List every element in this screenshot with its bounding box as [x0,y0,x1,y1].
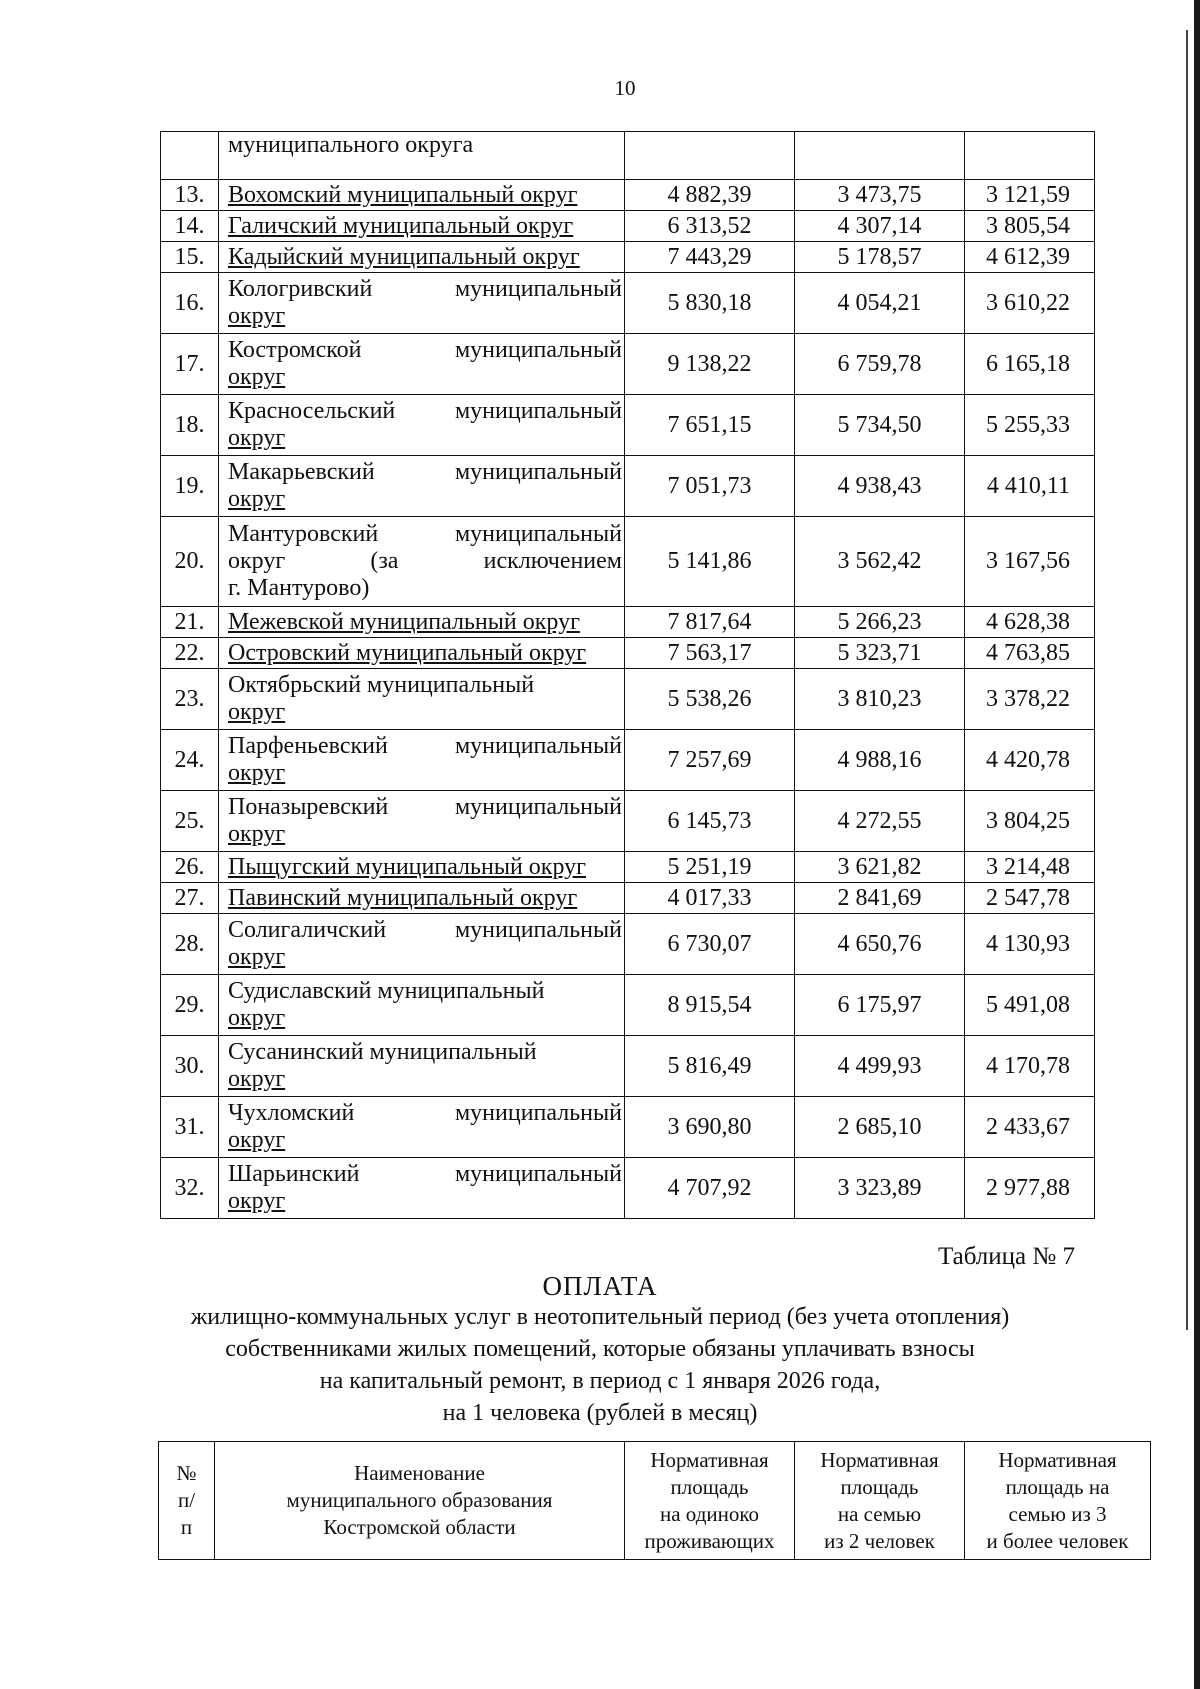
name-line [228,733,624,760]
row-number: 29. [161,975,219,1036]
name-word: (за [370,548,399,574]
value-family-3: 2 977,88 [965,1158,1095,1219]
municipality-name [219,791,625,852]
value-family-3: 4 628,38 [965,607,1095,638]
value-family-2: 4 272,55 [795,791,965,852]
name-word: муниципальный [454,1100,622,1126]
name-word: муниципальный [454,794,622,820]
name-word: Красносельский [228,398,396,424]
name-line: Межевской муниципальный округ [228,608,580,635]
header-name: Наименование муниципального образования Костромской области [215,1442,625,1560]
table-7-header [158,1441,1151,1560]
table-title: ОПЛАТА [542,1271,658,1301]
name-line: округ [228,303,286,329]
name-line [228,548,624,575]
value-single: 7 443,29 [625,242,795,273]
name-line: г. Мантурово) [228,575,370,601]
value-family-3: 5 491,08 [965,975,1095,1036]
value-family-3: 4 763,85 [965,638,1095,669]
value-family-2: 6 759,78 [795,334,965,395]
name-line: округ [228,486,286,512]
municipality-name [219,273,625,334]
value-family-2: 2 841,69 [795,883,965,914]
municipality-name [219,242,625,273]
value-family-3: 4 612,39 [965,242,1095,273]
table-row [161,791,1095,852]
value-single: 7 051,73 [625,456,795,517]
row-number: 18. [161,395,219,456]
name-line: округ [228,1005,286,1031]
name-line: округ [228,1188,286,1214]
municipality-name [219,211,625,242]
row-number: 31. [161,1097,219,1158]
table-row [161,1036,1095,1097]
payments-table [160,131,1095,1219]
value-family-3: 2 433,67 [965,1097,1095,1158]
row-number: 14. [161,211,219,242]
table-row [161,1158,1095,1219]
value-family-2: 4 650,76 [795,914,965,975]
table-row [161,273,1095,334]
name-line: Вохомский муниципальный округ [228,181,578,208]
row-number: 16. [161,273,219,334]
table-row [161,883,1095,914]
municipality-name [219,180,625,211]
table-row [161,1097,1095,1158]
value-single: 7 817,64 [625,607,795,638]
table-number-label: Таблица № 7 [937,1243,1075,1270]
name-line: округ [228,425,286,451]
row-number: 28. [161,914,219,975]
table-row [161,852,1095,883]
name-line: округ [228,1127,286,1153]
table-row [161,914,1095,975]
table-row [161,607,1095,638]
name-word: Макарьевский [228,459,375,485]
name-line [228,917,624,944]
municipality-name [219,1158,625,1219]
value-single: 4 707,92 [625,1158,795,1219]
row-number: 21. [161,607,219,638]
name-word: муниципальный [454,337,622,363]
table-row [161,211,1095,242]
municipality-name [219,395,625,456]
name-word: Кологривский [228,276,373,302]
value-single: 5 251,19 [625,852,795,883]
name-word: муниципальный [454,1161,622,1187]
value-single: 6 730,07 [625,914,795,975]
value-family-3: 2 547,78 [965,883,1095,914]
name-line: округ [228,944,286,970]
value-single: 5 816,49 [625,1036,795,1097]
row-number: 23. [161,669,219,730]
municipality-name [219,456,625,517]
name-line [228,276,624,303]
value-single: 7 563,17 [625,638,795,669]
municipality-name [219,334,625,395]
name-line [228,521,624,548]
value-family-2: 4 988,16 [795,730,965,791]
value-family-2: 4 499,93 [795,1036,965,1097]
value-single: 9 138,22 [625,334,795,395]
value-family-3: 3 378,22 [965,669,1095,730]
municipality-name [219,852,625,883]
name-word: муниципальный [454,917,622,943]
municipality-name [219,1097,625,1158]
value-single: 4 017,33 [625,883,795,914]
value-single: 7 257,69 [625,730,795,791]
value-family-3: 4 130,93 [965,914,1095,975]
value-family-3: 3 167,56 [965,517,1095,607]
value-family-3: 4 420,78 [965,730,1095,791]
value-family-2: 3 562,42 [795,517,965,607]
table-row [161,638,1095,669]
name-line: Кадыйский муниципальный округ [228,243,580,270]
page-edge-scan [1194,0,1200,1689]
name-line [228,459,624,486]
value-single: 5 830,18 [625,273,795,334]
row-number: 15. [161,242,219,273]
row-number: 13. [161,180,219,211]
municipality-name [219,669,625,730]
municipality-name [219,607,625,638]
value-family-3: 3 804,25 [965,791,1095,852]
page-number: 10 [614,76,636,100]
row-number: 24. [161,730,219,791]
name-word: Парфеньевский [228,733,388,759]
name-line: Галичский муниципальный округ [228,212,574,239]
table-row [161,334,1095,395]
name-word: Поназыревский [228,794,389,820]
row-number: 27. [161,883,219,914]
value-single: 5 141,86 [625,517,795,607]
name-line: округ [228,1066,286,1092]
row-number: 25. [161,791,219,852]
name-word: Костромской [228,337,362,363]
name-word: муниципальный [454,276,622,302]
row-number: 26. [161,852,219,883]
table-row [161,242,1095,273]
table-row [161,517,1095,607]
value-single: 6 145,73 [625,791,795,852]
name-line: Сусанинский муниципальный [228,1039,537,1065]
municipality-name [219,975,625,1036]
table-subtitle-line: собственниками жилых помещений, которые обязаны уплачивать взносы [225,1336,975,1362]
name-word: исключением [483,548,622,574]
table-row [161,180,1095,211]
header-family-3: Нормативная площадь на семью из 3 и более человек [965,1442,1151,1560]
value-family-2: 6 175,97 [795,975,965,1036]
name-word: муниципальный [454,521,622,547]
value-family-2: 5 734,50 [795,395,965,456]
name-line: Пыщугский муниципальный округ [228,853,586,880]
municipality-name [219,914,625,975]
name-line: Павинский муниципальный округ [228,884,578,911]
name-word: муниципальный [454,733,622,759]
name-line: Судиславский муниципальный [228,978,545,1004]
row-number: 20. [161,517,219,607]
header-family-2: Нормативная площадь на семью из 2 человек [795,1442,965,1560]
value-family-2: 3 473,75 [795,180,965,211]
value-single: 8 915,54 [625,975,795,1036]
table-row [161,975,1095,1036]
name-word: Мантуровский [228,521,379,547]
name-word: Чухломский [228,1100,355,1126]
table-subtitle-line: на капитальный ремонт, в период с 1 января 2026 года, [319,1368,881,1394]
name-word: Солигаличский [228,917,387,943]
table-row [161,132,1095,180]
row-number: 22. [161,638,219,669]
value-family-2: 3 810,23 [795,669,965,730]
name-line [228,398,624,425]
name-line: округ [228,760,286,786]
table-row [161,730,1095,791]
value-family-3: 3 610,22 [965,273,1095,334]
name-word: округ [228,548,286,574]
value-family-2: 4 307,14 [795,211,965,242]
row-number: 17. [161,334,219,395]
value-family-2: 5 266,23 [795,607,965,638]
value-family-3: 3 121,59 [965,180,1095,211]
row-number: 30. [161,1036,219,1097]
name-word: муниципальный [454,459,622,485]
name-line: округ [228,821,286,847]
municipality-name [219,730,625,791]
value-family-2: 2 685,10 [795,1097,965,1158]
name-word: муниципальный [454,398,622,424]
municipality-name: муниципального округа [219,132,625,180]
value-single: 4 882,39 [625,180,795,211]
name-line: Островский муниципальный округ [228,639,587,666]
value-family-2: 5 323,71 [795,638,965,669]
value-family-2: 3 323,89 [795,1158,965,1219]
row-number: 19. [161,456,219,517]
value-family-3: 4 410,11 [965,456,1095,517]
table-row [161,456,1095,517]
name-line: Октябрьский муниципальный [228,672,535,698]
value-family-3: 3 214,48 [965,852,1095,883]
name-line: округ [228,699,286,725]
name-line [228,1100,624,1127]
value-family-2: 4 054,21 [795,273,965,334]
value-family-3: 5 255,33 [965,395,1095,456]
value-family-2: 5 178,57 [795,242,965,273]
value-family-2: 4 938,43 [795,456,965,517]
table-row [161,395,1095,456]
name-line [228,794,624,821]
table-row [161,669,1095,730]
row-number: 32. [161,1158,219,1219]
name-line [228,1161,624,1188]
page-edge-scan-line [1186,30,1188,1330]
value-family-2: 3 621,82 [795,852,965,883]
value-single: 3 690,80 [625,1097,795,1158]
name-word: Шарьинский [228,1161,360,1187]
header-row [159,1442,1151,1560]
municipality-name [219,883,625,914]
municipality-name [219,517,625,607]
municipality-name [219,1036,625,1097]
value-single: 6 313,52 [625,211,795,242]
header-num: № п/ п [159,1442,215,1560]
value-family-3: 6 165,18 [965,334,1095,395]
value-family-3: 4 170,78 [965,1036,1095,1097]
municipality-name [219,638,625,669]
name-line: округ [228,364,286,390]
value-single: 5 538,26 [625,669,795,730]
value-single: 7 651,15 [625,395,795,456]
table-subtitle-line: жилищно-коммунальных услуг в неотопительный период (без учета отопления) [190,1304,1010,1330]
name-line [228,337,624,364]
header-single: Нормативная площадь на одиноко проживающих [625,1442,795,1560]
value-family-3: 3 805,54 [965,211,1095,242]
table-subtitle-line: на 1 человека (рублей в месяц) [442,1400,758,1426]
